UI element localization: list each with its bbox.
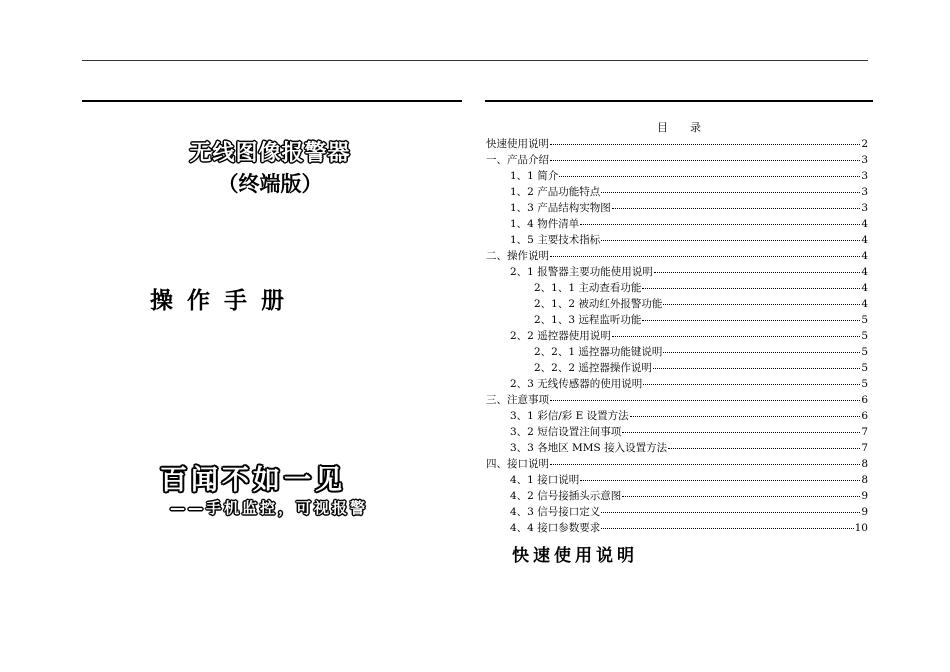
toc-entry-text: 2、2、1 遥控器功能键说明 bbox=[534, 346, 663, 358]
toc-page-number: 4 bbox=[861, 250, 868, 262]
toc-page-number: 5 bbox=[861, 314, 868, 326]
toc-entry-text: 1、1 简介 bbox=[510, 170, 559, 182]
toc-leader-dots bbox=[601, 182, 860, 193]
toc-leader-dots bbox=[550, 454, 860, 465]
toc-leader-dots bbox=[622, 422, 860, 433]
toc-page-number: 6 bbox=[861, 410, 868, 422]
toc-leader-dots bbox=[643, 374, 860, 385]
toc-leader-dots bbox=[622, 486, 860, 497]
toc-leader-dots bbox=[612, 198, 861, 209]
toc-page-number: 5 bbox=[861, 378, 868, 390]
toc-entry-text: 3、3 各地区 MMS 接入设置方法 bbox=[510, 442, 668, 454]
toc-entry-text: 1、2 产品功能特点 bbox=[510, 186, 601, 198]
toc-leader-dots bbox=[559, 166, 860, 177]
toc-page-number: 3 bbox=[861, 186, 868, 198]
toc-entry-text: 4、3 信号接口定义 bbox=[510, 506, 601, 518]
toc-entry-text: 4、2 信号接插头示意图 bbox=[510, 490, 622, 502]
toc-leader-dots bbox=[601, 518, 853, 529]
toc-entry-text: 2、3 无线传感器的使用说明 bbox=[510, 378, 643, 390]
table-of-contents bbox=[486, 136, 868, 536]
toc-entry-text: 四、接口说明 bbox=[486, 458, 549, 470]
subslogan: ——手机监控，可视报警 bbox=[170, 499, 369, 517]
toc-leader-dots bbox=[630, 406, 861, 417]
toc-heading: 目录 bbox=[657, 121, 723, 134]
cover-rule bbox=[82, 100, 462, 102]
toc-page-number: 3 bbox=[861, 202, 868, 214]
toc-page-number: 8 bbox=[861, 474, 868, 486]
toc-entry-text: 2、1、3 远程监听功能 bbox=[534, 314, 642, 326]
toc-page-number: 9 bbox=[861, 506, 868, 518]
toc-page-number: 5 bbox=[861, 346, 868, 358]
toc-entry-text: 三、注意事项 bbox=[486, 394, 549, 406]
toc-leader-dots bbox=[663, 342, 860, 353]
toc-entry-text: 3、1 彩信/彩 E 设置方法 bbox=[510, 410, 629, 422]
toc-page-number: 5 bbox=[861, 362, 868, 374]
toc-page-number: 3 bbox=[861, 170, 868, 182]
toc-leader-dots bbox=[601, 502, 860, 513]
toc-leader-dots bbox=[612, 326, 861, 337]
toc-entry-text: 1、4 物件清单 bbox=[510, 218, 580, 230]
toc-entry-text: 2、2、2 遥控器操作说明 bbox=[534, 362, 652, 374]
toc-entry[interactable] bbox=[486, 520, 868, 536]
toc-leader-dots bbox=[654, 262, 861, 273]
section-heading: 快速使用说明 bbox=[512, 546, 638, 566]
toc-leader-dots bbox=[550, 134, 860, 145]
toc-leader-dots bbox=[642, 278, 860, 289]
header-rule bbox=[82, 60, 868, 61]
toc-entry-text: 2、2 遥控器使用说明 bbox=[510, 330, 611, 342]
toc-page-number: 10 bbox=[854, 522, 868, 534]
slogan: 百闻不如一见 bbox=[160, 465, 346, 496]
toc-leader-dots bbox=[550, 150, 860, 161]
toc-entry-text: 2、1 报警器主要功能使用说明 bbox=[510, 266, 653, 278]
toc-page-number: 2 bbox=[861, 138, 868, 150]
toc-page-number: 3 bbox=[861, 154, 868, 166]
toc-page-number: 4 bbox=[861, 218, 868, 230]
toc-leader-dots bbox=[580, 214, 860, 225]
manual-title: 操作手册 bbox=[150, 288, 298, 314]
toc-page-number: 9 bbox=[861, 490, 868, 502]
toc-entry-text: 2、1、2 被动红外报警功能 bbox=[534, 298, 663, 310]
toc-leader-dots bbox=[663, 294, 860, 305]
toc-page-number: 8 bbox=[861, 458, 868, 470]
toc-page-number: 5 bbox=[861, 330, 868, 342]
toc-entry-text: 1、3 产品结构实物图 bbox=[510, 202, 611, 214]
toc-leader-dots bbox=[668, 438, 860, 449]
toc-rule bbox=[485, 100, 873, 102]
toc-entry-text: 二、操作说明 bbox=[486, 250, 549, 262]
toc-entry-text: 1、5 主要技术指标 bbox=[510, 234, 601, 246]
toc-page-number: 4 bbox=[861, 266, 868, 278]
toc-entry-text: 3、2 短信设置注间事项 bbox=[510, 426, 622, 438]
edition-label: （终端版） bbox=[217, 172, 323, 196]
toc-page-number: 4 bbox=[861, 282, 868, 294]
toc-page-number: 4 bbox=[861, 298, 868, 310]
toc-page-number: 4 bbox=[861, 234, 868, 246]
product-title: 无线图像报警器 bbox=[189, 141, 351, 166]
toc-page-number: 7 bbox=[861, 426, 868, 438]
toc-page-number: 7 bbox=[861, 442, 868, 454]
toc-leader-dots bbox=[601, 230, 860, 241]
toc-leader-dots bbox=[642, 310, 860, 321]
toc-leader-dots bbox=[653, 358, 860, 369]
toc-leader-dots bbox=[550, 246, 860, 257]
toc-leader-dots bbox=[580, 470, 860, 481]
toc-entry-text: 2、1、1 主动查看功能 bbox=[534, 282, 642, 294]
toc-entry-text: 4、1 接口说明 bbox=[510, 474, 580, 486]
toc-entry-text: 4、4 接口参数要求 bbox=[510, 522, 601, 534]
toc-page-number: 6 bbox=[861, 394, 868, 406]
toc-entry-text: 快速使用说明 bbox=[486, 138, 549, 150]
toc-leader-dots bbox=[550, 390, 860, 401]
toc-entry-text: 一、产品介绍 bbox=[486, 154, 549, 166]
